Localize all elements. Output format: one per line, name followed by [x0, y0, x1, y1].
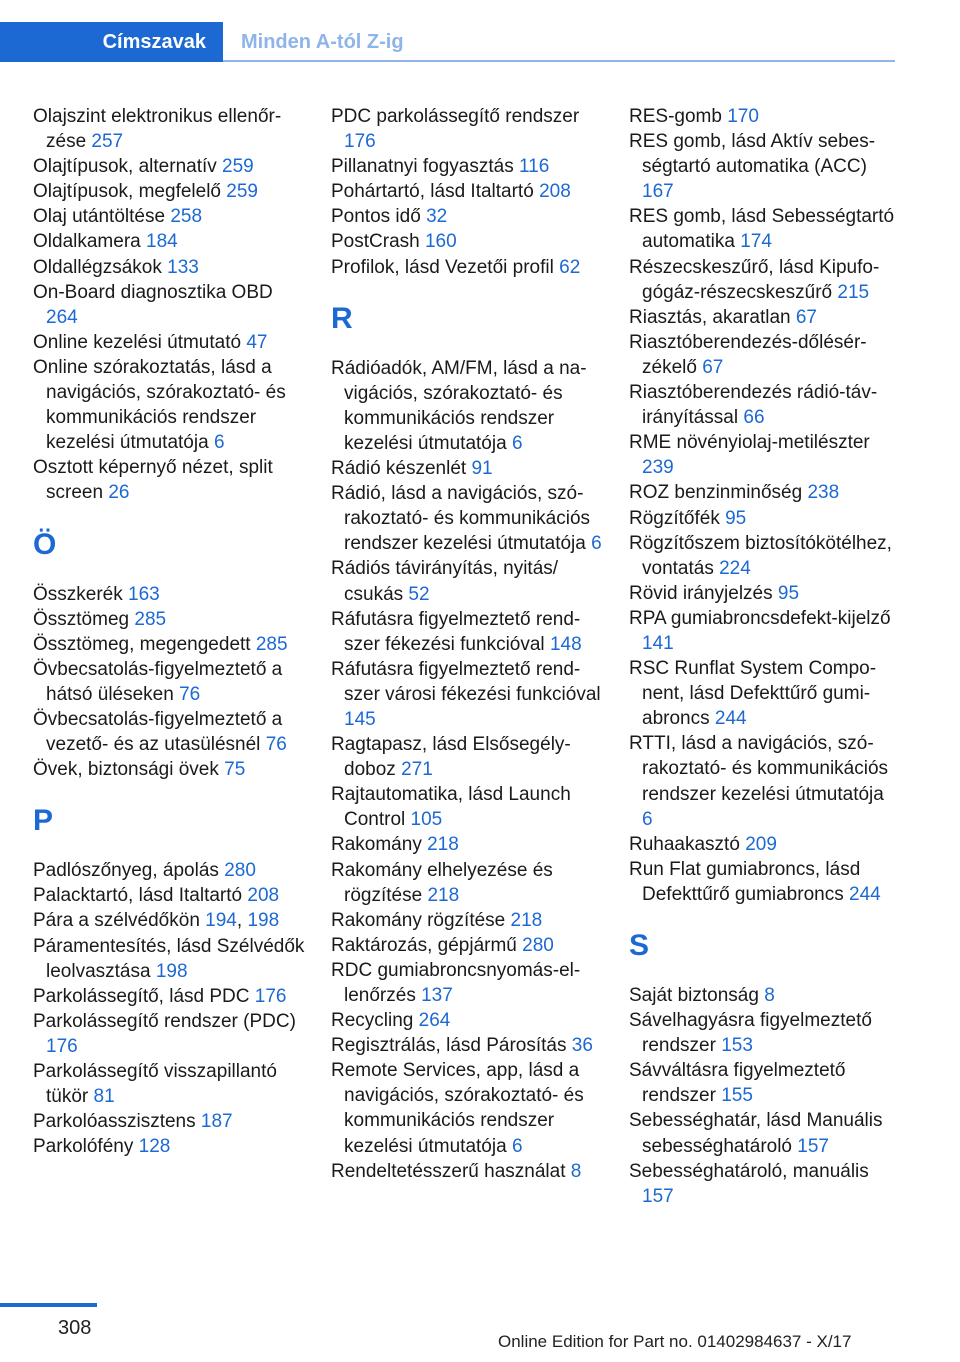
- index-entry: [331, 607, 603, 657]
- entry-term: Sebességhatár, lásd Manuális sebességhatároló: [629, 1110, 883, 1157]
- entry-term: Övbecsatolás-figyelmeztető a hátsó üléseken: [33, 658, 283, 705]
- entry-term: Sávváltásra figyelmeztető rendszer: [629, 1060, 846, 1107]
- entry-term: Olajtípusok, alternatív: [33, 156, 217, 178]
- edition-footer: Online Edition for Part no. 01402984637 - X/17: [498, 1332, 852, 1351]
- page-link[interactable]: 160: [424, 231, 457, 253]
- page-link[interactable]: 218: [427, 884, 460, 906]
- entry-term: RES gomb, lásd Sebességtartó automatika: [629, 206, 895, 253]
- entry-term: Ráfutásra figyelmeztető rendszer városi fékezési funkcióval: [331, 658, 601, 705]
- page-link[interactable]: 257: [91, 131, 124, 153]
- entry-term: Oldalkamera: [33, 231, 141, 253]
- entry-term: Riasztóberendezés-dőlésérzékelő: [629, 331, 867, 378]
- tab-cimszavak-label: Címszavak: [102, 30, 206, 53]
- page-link[interactable]: 209: [745, 833, 777, 855]
- page-link[interactable]: 170: [727, 106, 759, 127]
- page-link[interactable]: 285: [255, 633, 288, 655]
- entry-term: Rádió, lásd a navigációs, szórakoztató- és kommunikációs rendszer kezelési útmutatója: [331, 483, 591, 555]
- page-link[interactable]: 8: [570, 1160, 582, 1182]
- index-entry: [33, 154, 305, 179]
- entry-term: Parkolássegítő rendszer (PDC): [33, 1010, 296, 1032]
- page-link[interactable]: 215: [837, 281, 870, 303]
- page-link[interactable]: 141: [642, 632, 674, 654]
- page-link[interactable]: 153: [721, 1035, 753, 1057]
- entry-term: Páramentesítés, lásd Szélvédők leolvasztása: [33, 935, 305, 982]
- index-entry: [331, 1008, 603, 1033]
- page-link[interactable]: 176: [344, 131, 376, 153]
- index-entry: [331, 556, 603, 606]
- page-link[interactable]: 280: [522, 934, 554, 956]
- tab-cimszavak[interactable]: [0, 22, 223, 62]
- entry-term: RES gomb, lásd Aktív sebességtartó automatika (ACC): [629, 131, 876, 178]
- page-link[interactable]: 145: [344, 708, 376, 730]
- header-divider: [223, 60, 895, 62]
- index-entry: [33, 330, 305, 355]
- page-link[interactable]: 224: [719, 557, 751, 579]
- section-letter: R: [331, 301, 353, 335]
- page-link[interactable]: 128: [138, 1136, 171, 1158]
- page-link[interactable]: 167: [642, 181, 674, 203]
- index-entry: [33, 255, 305, 280]
- index-entry: [331, 456, 603, 481]
- entry-term: Rajtautomatika, lásd Launch Control: [331, 784, 571, 831]
- index-entry: [629, 731, 897, 831]
- page-link[interactable]: 155: [721, 1085, 753, 1107]
- page-link[interactable]: 184: [146, 231, 178, 253]
- entry-term: Rakomány rögzítése: [331, 909, 506, 931]
- page-link[interactable]: 259: [226, 181, 258, 203]
- entry-term: Rendeltetésszerű használat: [331, 1160, 566, 1182]
- index-entry: [33, 883, 305, 908]
- page-link[interactable]: 280: [224, 860, 256, 882]
- page-link[interactable]: 239: [642, 457, 674, 479]
- index-entry: [331, 1159, 603, 1184]
- index-entry: [33, 934, 305, 984]
- entry-term: Recycling: [331, 1010, 414, 1032]
- page-link[interactable]: 258: [170, 206, 203, 228]
- index-entry: [629, 129, 897, 204]
- page-link[interactable]: 26: [108, 482, 130, 504]
- index-entry: [331, 154, 603, 179]
- entry-term: Olajszint elektronikus ellenőrzése: [33, 106, 282, 153]
- entry-term: Rögzítőfék: [629, 507, 720, 529]
- entry-term: RDC gumiabroncsnyomás-ellenőrzés: [331, 959, 581, 1006]
- page-link[interactable]: 95: [725, 507, 747, 529]
- page-link[interactable]: 176: [254, 985, 287, 1007]
- page-link[interactable]: 62: [559, 256, 581, 278]
- page-link[interactable]: 157: [797, 1135, 829, 1157]
- index-entry: [331, 104, 603, 154]
- entry-term: Rövid irányjelzés: [629, 582, 773, 604]
- entry-term: Ragtapasz, lásd Elsősegélydoboz: [331, 734, 571, 781]
- entry-term: Saját biztonság: [629, 985, 759, 1006]
- index-entry: [629, 330, 897, 380]
- entry-term: Övek, biztonsági övek: [33, 759, 219, 781]
- page-link[interactable]: 157: [642, 1185, 674, 1207]
- index-entry: [629, 656, 897, 731]
- index-entry: [331, 255, 603, 280]
- index-entry: [331, 933, 603, 958]
- section-letter: S: [629, 929, 650, 962]
- index-entry: [629, 1159, 897, 1209]
- page-link[interactable]: 52: [408, 583, 430, 605]
- page-link[interactable]: 36: [571, 1035, 593, 1057]
- entry-term: Oldallégzsákok: [33, 256, 162, 278]
- index-entry: [33, 1134, 305, 1159]
- index-entry: [331, 732, 603, 782]
- page-link[interactable]: 116: [519, 156, 550, 178]
- index-entry: [33, 984, 305, 1009]
- index-entry: [33, 632, 305, 657]
- page-link[interactable]: 218: [510, 909, 543, 931]
- index-entry: [629, 606, 897, 656]
- entry-term: ROZ benzinminőség: [629, 482, 803, 504]
- entry-term: Rakomány: [331, 834, 422, 856]
- entry-term: Rádiós távirányítás, nyitás/ csukás: [331, 558, 559, 605]
- page-link[interactable]: 6: [511, 1135, 523, 1157]
- page-link[interactable]: 6: [511, 432, 523, 454]
- index-entry: [33, 204, 305, 229]
- entry-term: Pillanatnyi fogyasztás: [331, 156, 514, 178]
- index-entry: [331, 229, 603, 254]
- header-bar: [0, 0, 895, 64]
- page-link[interactable]: 271: [401, 759, 433, 781]
- index-column-2: [331, 104, 603, 1184]
- index-entry: [331, 657, 603, 732]
- page-link[interactable]: 238: [807, 482, 840, 504]
- entry-term: Online kezelési útmutató: [33, 331, 242, 353]
- tab-minden-a-z-label: Minden A-tól Z-ig: [241, 30, 404, 53]
- entry-term: Összkerék: [33, 583, 123, 605]
- entry-term: Padlószőnyeg, ápolás: [33, 860, 219, 882]
- page-link[interactable]: 264: [418, 1010, 451, 1032]
- section-letter: Ö: [33, 527, 57, 561]
- entry-term: Rádióadók, AM/FM, lásd a navigációs, szórakoztató- és kommunikációs rendszer kezelési útmutatója: [331, 357, 587, 454]
- entry-term: On-Board diagnosztika OBD: [33, 281, 273, 303]
- entry-term: Sebességhatároló, manuális: [629, 1160, 869, 1182]
- index-entry: [33, 104, 305, 154]
- entry-term: RPA gumiabroncsdefekt-kijelző: [629, 607, 891, 629]
- page-link[interactable]: 137: [421, 985, 453, 1006]
- entry-term: Olajtípusok, megfelelő: [33, 181, 221, 203]
- page-link[interactable]: 133: [167, 256, 199, 278]
- index-entry: [33, 455, 305, 505]
- index-entry: [33, 355, 305, 455]
- entry-term: RME növényiolaj-metilészter: [629, 432, 870, 454]
- index-entry: [629, 430, 897, 480]
- entry-term: Rögzítőszem biztosítókötélhez, vontatás: [629, 532, 892, 579]
- index-entry: [331, 1058, 603, 1158]
- index-entry: [629, 506, 897, 531]
- page-number: 308: [58, 1317, 92, 1339]
- index-entry: [629, 983, 897, 1008]
- tab-minden-a-z[interactable]: [241, 22, 404, 62]
- index-entry: [629, 531, 897, 581]
- page-link[interactable]: 76: [265, 734, 287, 756]
- page-link[interactable]: 67: [702, 356, 724, 378]
- page-link[interactable]: 148: [549, 633, 582, 655]
- index-entry: [629, 380, 897, 430]
- page-link[interactable]: 198: [155, 960, 188, 982]
- page-link[interactable]: 285: [134, 608, 167, 630]
- page-link[interactable]: 81: [93, 1086, 115, 1108]
- entry-term: Parkolófény: [33, 1136, 134, 1158]
- page-link[interactable]: 76: [179, 683, 201, 705]
- page-link[interactable]: 259: [222, 156, 254, 178]
- entry-term: Raktározás, gépjármű: [331, 934, 517, 956]
- index-entry: [629, 581, 897, 606]
- page-link[interactable]: 66: [743, 407, 765, 429]
- index-entry: [33, 582, 305, 607]
- page-link[interactable]: 194: [205, 910, 237, 932]
- entry-term: Pohártartó, lásd Italtartó: [331, 181, 534, 203]
- page-link[interactable]: 176: [46, 1035, 78, 1057]
- index-entry: [629, 1108, 897, 1158]
- entry-term: Riasztás, akaratlan: [629, 306, 791, 328]
- entry-term: Parkolássegítő, lásd PDC: [33, 985, 250, 1007]
- page-link[interactable]: 208: [539, 181, 571, 203]
- index-entry: [33, 229, 305, 254]
- entry-term: Osztott képernyő nézet, split screen: [33, 457, 273, 504]
- index-entry: [331, 858, 603, 908]
- index-entry: [331, 908, 603, 933]
- index-entry: [629, 1008, 897, 1058]
- page-link[interactable]: 6: [213, 432, 225, 454]
- index-entry: [629, 1058, 897, 1108]
- entry-term: Pára a szélvédőkön: [33, 910, 200, 932]
- index-entry: [331, 958, 603, 1008]
- index-entry: [331, 1033, 603, 1058]
- page-link[interactable]: 91: [471, 458, 493, 480]
- index-entry: [331, 356, 603, 456]
- entry-term: Remote Services, app, lásd a navigációs, szórakoztató- és kommunikációs rendszer kezelési útmutatója: [331, 1060, 584, 1157]
- entry-term: Parkolássegítő visszapillantó tükör: [33, 1061, 277, 1108]
- page-link[interactable]: 218: [427, 834, 459, 856]
- entry-term: Online szórakoztatás, lásd a navigációs, szórakoztató- és kommunikációs rendszer kezelési útmutatója: [33, 356, 286, 454]
- entry-term: Rádió készenlét: [331, 458, 467, 480]
- entry-term: Run Flat gumiabroncs, lásd Defekttűrő gumiabroncs: [629, 858, 861, 905]
- entry-term: Pontos idő: [331, 206, 421, 228]
- index-entry: [33, 607, 305, 632]
- index-column-3: [629, 104, 897, 1209]
- entry-term: Össztömeg, megengedett: [33, 633, 251, 655]
- page-link[interactable]: 47: [246, 331, 268, 353]
- index-entry: [331, 481, 603, 556]
- entry-term: Övbecsatolás-figyelmeztető a vezető- és az utasülésnél: [33, 708, 283, 756]
- entry-term: RTTI, lásd a navigációs, szórakoztató- és kommunikációs rendszer kezelési útmutatója: [629, 733, 889, 805]
- index-entry: [629, 305, 897, 330]
- entry-term: RSC Runflat System Component, lásd Defekttűrő gumiabroncs: [629, 658, 877, 730]
- index-entry: [331, 204, 603, 229]
- entry-term: Palacktartó, lásd Italtartó: [33, 885, 243, 907]
- page-link[interactable]: 32: [426, 206, 448, 228]
- entry-term: PDC parkolássegítő rendszer: [331, 106, 580, 127]
- entry-term: Össztömeg: [33, 608, 130, 630]
- entry-term: Sávelhagyásra figyelmeztető rendszer: [629, 1010, 872, 1057]
- index-entry: Pára a szélvédőkön 194, 198: [33, 910, 280, 932]
- footer-accent-line: [0, 1303, 97, 1307]
- page-link[interactable]: 208: [247, 885, 280, 907]
- index-entry: [33, 1059, 305, 1109]
- page-link[interactable]: 75: [224, 759, 246, 781]
- index-entry: [33, 858, 305, 883]
- index-entry: [629, 480, 897, 505]
- index-entry: [629, 857, 897, 907]
- index-entry: [33, 707, 305, 757]
- page-link[interactable]: 264: [46, 306, 78, 328]
- page-link[interactable]: 244: [714, 708, 747, 730]
- page-link[interactable]: 198: [247, 910, 280, 932]
- index-entry: [331, 179, 603, 204]
- entry-term: Parkolóasszisztens: [33, 1111, 196, 1133]
- page-link[interactable]: 187: [200, 1111, 233, 1133]
- index-entry: [629, 255, 897, 305]
- index-entry: [629, 832, 897, 857]
- page-link[interactable]: 6: [591, 533, 602, 555]
- entry-term: RES-gomb: [629, 106, 722, 127]
- page-link[interactable]: 105: [410, 809, 443, 831]
- index-entry: [33, 1109, 305, 1134]
- page-link[interactable]: 95: [777, 582, 800, 604]
- index-entry: [33, 179, 305, 204]
- section-letter: P: [33, 804, 54, 838]
- page-link[interactable]: 163: [128, 583, 160, 605]
- index-entry: [33, 657, 305, 707]
- page-link[interactable]: 8: [764, 985, 775, 1006]
- entry-term: Ruhaakasztó: [629, 833, 740, 855]
- entry-term: Rakomány elhelyezése és rögzítése: [331, 859, 553, 906]
- entry-term: Részecskeszűrő, lásd Kipufogógáz-részecskeszűrő: [629, 256, 880, 303]
- index-entry: [629, 104, 897, 129]
- page-link[interactable]: 174: [740, 231, 772, 253]
- page-link[interactable]: 67: [795, 306, 817, 328]
- entry-term: Ráfutásra figyelmeztető rendszer fékezési funkcióval: [331, 608, 581, 655]
- index-entry: [331, 832, 603, 857]
- page-link[interactable]: 6: [642, 808, 653, 830]
- entry-term: Olaj utántöltése: [33, 206, 166, 228]
- entry-term: PostCrash: [331, 231, 420, 253]
- page-link[interactable]: 244: [849, 883, 881, 905]
- entry-term: Riasztóberendezés rádió-távirányítással: [629, 382, 878, 429]
- index-entry: [629, 204, 897, 254]
- entry-term: Regisztrálás, lásd Párosítás: [331, 1035, 567, 1057]
- index-entry: [331, 782, 603, 832]
- index-entry: [33, 757, 305, 782]
- entry-term: Profilok, lásd Vezetői profil: [331, 256, 554, 278]
- index-entry: [33, 280, 305, 330]
- index-column-1: [33, 104, 305, 1159]
- index-entry: [33, 1009, 305, 1059]
